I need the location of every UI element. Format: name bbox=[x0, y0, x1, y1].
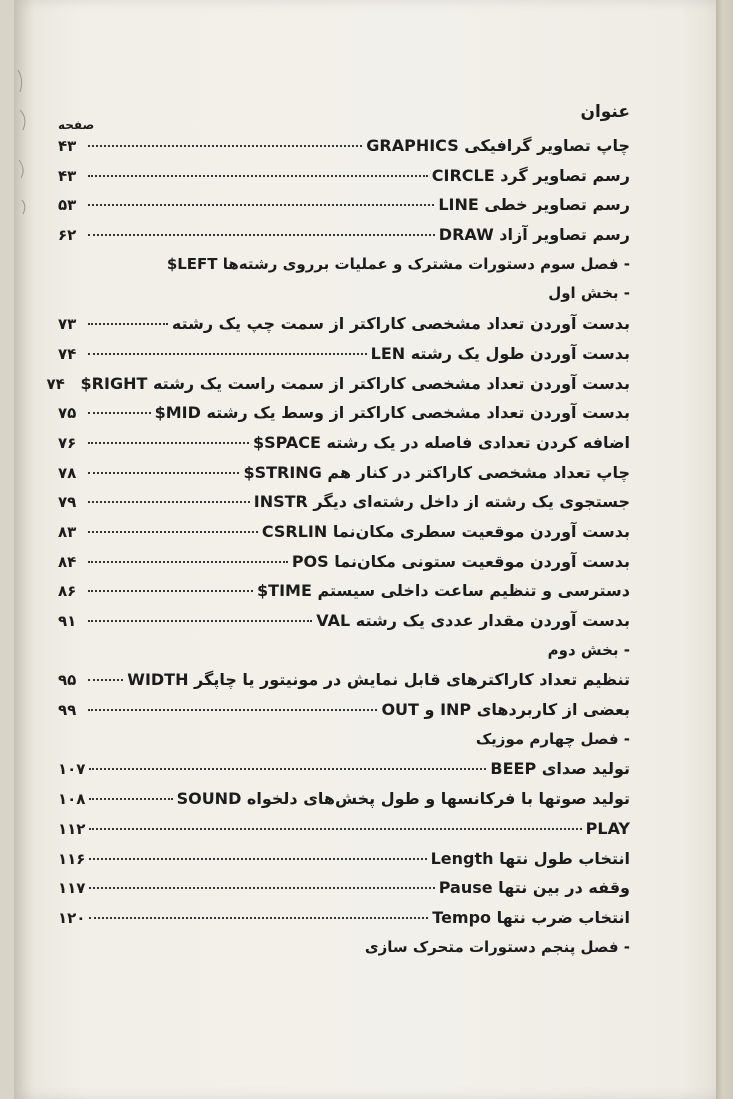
toc-section-heading bbox=[58, 284, 630, 314]
toc-page-number: ۵۳ bbox=[58, 196, 77, 215]
toc-entry bbox=[58, 433, 630, 463]
toc-entry bbox=[58, 195, 630, 225]
dot-leader bbox=[88, 472, 239, 474]
book-page bbox=[14, 0, 716, 1099]
toc-entry-title: رسم تصاویر آزاد DRAW bbox=[438, 225, 630, 245]
toc-page-number: ۸۶ bbox=[58, 582, 77, 601]
toc-entry bbox=[58, 136, 630, 166]
dot-leader bbox=[88, 145, 362, 147]
toc-entry-title: رسم تصاویر گرد CIRCLE bbox=[431, 165, 630, 185]
toc-entry bbox=[46, 373, 630, 404]
toc-entry-title: بدست آوردن موقعیت سطری مکان‌نما CSRLIN bbox=[261, 521, 630, 541]
toc-entry-title: تنظیم تعداد کاراکترهای قابل نمایش در مونیتور یا چاپگر WIDTH bbox=[127, 670, 630, 690]
toc-page-number: ۶۲ bbox=[58, 226, 77, 245]
toc-entry-title: چاپ تصاویر گرافیکی GRAPHICS bbox=[366, 136, 630, 155]
toc-page-number: ۱۱۶ bbox=[58, 849, 86, 868]
toc-page-number: ۹۵ bbox=[58, 671, 77, 690]
toc-entry bbox=[58, 463, 630, 493]
dot-leader bbox=[88, 412, 151, 414]
toc-entry-title: - بخش دوم bbox=[547, 640, 630, 659]
toc-entry-title: جستجوی یک رشته از داخل رشته‌ای دیگر INSTR bbox=[253, 492, 630, 512]
toc-page-number: ۷۹ bbox=[58, 493, 77, 512]
page-edge bbox=[716, 0, 733, 1099]
toc-entry bbox=[58, 700, 630, 730]
toc-entry bbox=[58, 611, 630, 641]
dot-leader bbox=[88, 323, 168, 325]
toc-entry bbox=[58, 166, 630, 196]
dot-leader bbox=[89, 768, 486, 770]
page-column-label: صفحه bbox=[58, 118, 95, 132]
toc-entry bbox=[58, 581, 630, 611]
toc-entry-title: انتخاب طول نتها Length bbox=[430, 848, 630, 868]
toc-entry bbox=[58, 225, 630, 255]
dot-leader bbox=[89, 828, 581, 830]
toc-page-number: ۱۱۷ bbox=[58, 879, 86, 898]
dot-leader bbox=[88, 620, 312, 622]
dot-leader bbox=[89, 858, 426, 860]
toc-entry-title: - فصل سوم دستورات مشترک و عملیات برروی رشته‌ها LEFT$ bbox=[166, 254, 630, 273]
toc-entry-title: چاپ تعداد مشخصی کاراکتر در کنار هم STRING$ bbox=[243, 462, 630, 482]
toc-page-number: ۴۳ bbox=[58, 137, 77, 155]
toc-entries bbox=[46, 136, 630, 967]
toc-entry-title: PLAY bbox=[585, 818, 630, 838]
toc-entry-title: - بخش اول bbox=[548, 284, 630, 303]
toc-entry-title: بدست آوردن تعداد مشخصی کاراکتر از وسط یک رشته MID$ bbox=[154, 403, 630, 423]
toc-entry-title: دسترسی و تنظیم ساعت داخلی سیستم TIME$ bbox=[257, 581, 630, 601]
toc-entry bbox=[58, 759, 630, 789]
toc-section-heading bbox=[58, 938, 630, 968]
toc-page-number: ۹۹ bbox=[58, 701, 77, 720]
toc-entry-title: تولید صدای BEEP bbox=[490, 759, 630, 779]
dot-leader bbox=[89, 917, 428, 919]
toc-entry-title: تولید صوتها با فرکانسها و طول پخش‌های دلخواه SOUND bbox=[176, 789, 630, 809]
table-of-contents bbox=[46, 96, 630, 967]
toc-entry bbox=[58, 552, 630, 582]
toc-entry-title: - فصل چهارم موزیک bbox=[475, 729, 630, 748]
toc-entry bbox=[58, 908, 630, 938]
toc-entry bbox=[58, 849, 630, 879]
toc-page-number: ۱۱۲ bbox=[58, 819, 86, 838]
toc-page-number: ۸۴ bbox=[58, 552, 77, 571]
toc-section-heading bbox=[58, 641, 630, 671]
toc-entry-title: - فصل پنجم دستورات متحرک سازی bbox=[364, 937, 630, 956]
toc-entry bbox=[58, 670, 630, 700]
dot-leader bbox=[89, 798, 172, 800]
toc-entry bbox=[58, 522, 630, 552]
toc-entry bbox=[58, 314, 630, 344]
toc-entry bbox=[58, 878, 630, 908]
pencil-marks bbox=[14, 40, 36, 240]
dot-leader bbox=[88, 531, 258, 533]
toc-page-number: ۷۴ bbox=[58, 344, 77, 363]
dot-leader bbox=[88, 175, 428, 177]
toc-page-number: ۷۵ bbox=[58, 404, 77, 423]
toc-page-number: ۷۴ bbox=[46, 374, 65, 393]
dot-leader bbox=[89, 887, 434, 889]
dot-leader bbox=[88, 204, 434, 206]
dot-leader bbox=[88, 679, 123, 681]
toc-entry-title: بدست آوردن تعداد مشخصی کاراکتر از سمت راست یک رشته RIGHT$ bbox=[80, 373, 630, 393]
toc-entry-title: بدست آوردن مقدار عددی یک رشته VAL bbox=[316, 611, 630, 630]
toc-entry-title: اضافه کردن تعدادی فاصله در یک رشته SPACE$ bbox=[252, 432, 630, 452]
toc-page-number: ۷۶ bbox=[58, 433, 77, 452]
dot-leader bbox=[88, 234, 435, 236]
toc-entry bbox=[58, 789, 630, 819]
toc-page-number: ۹۱ bbox=[58, 612, 77, 630]
toc-entry bbox=[58, 819, 630, 849]
toc-page-number: ۴۳ bbox=[58, 166, 77, 185]
toc-entry-title: رسم تصاویر خطی LINE bbox=[438, 195, 630, 215]
toc-page-number: ۷۳ bbox=[58, 315, 77, 334]
toc-page-number: ۸۳ bbox=[58, 522, 77, 541]
toc-header bbox=[58, 96, 630, 136]
toc-entry bbox=[58, 492, 630, 522]
dot-leader bbox=[88, 709, 377, 711]
toc-section-heading bbox=[58, 255, 630, 285]
toc-page-number: ۱۰۸ bbox=[58, 790, 86, 809]
toc-page-number: ۷۸ bbox=[58, 463, 77, 482]
toc-entry-title: بعضی از کاربردهای INP و OUT bbox=[381, 700, 630, 720]
toc-entry-title: بدست آوردن طول یک رشته LEN bbox=[370, 343, 630, 363]
toc-page-number: ۱۰۷ bbox=[58, 760, 86, 779]
dot-leader bbox=[88, 442, 249, 444]
toc-page-number: ۱۲۰ bbox=[58, 908, 86, 927]
toc-section-heading bbox=[58, 730, 630, 760]
dot-leader bbox=[88, 590, 253, 592]
toc-entry bbox=[58, 403, 630, 433]
dot-leader bbox=[88, 353, 367, 355]
toc-title: عنوان bbox=[580, 102, 630, 122]
toc-entry-title: بدست آوردن موقعیت ستونی مکان‌نما POS bbox=[291, 551, 630, 571]
toc-entry-title: انتخاب ضرب نتها Tempo bbox=[432, 907, 630, 927]
dot-leader bbox=[88, 501, 250, 503]
dot-leader bbox=[88, 561, 288, 563]
toc-entry-title: وقفه در بین نتها Pause bbox=[438, 878, 630, 898]
toc-entry bbox=[58, 344, 630, 374]
toc-entry-title: بدست آوردن تعداد مشخصی کاراکتر از سمت چپ یک رشته bbox=[171, 314, 630, 334]
